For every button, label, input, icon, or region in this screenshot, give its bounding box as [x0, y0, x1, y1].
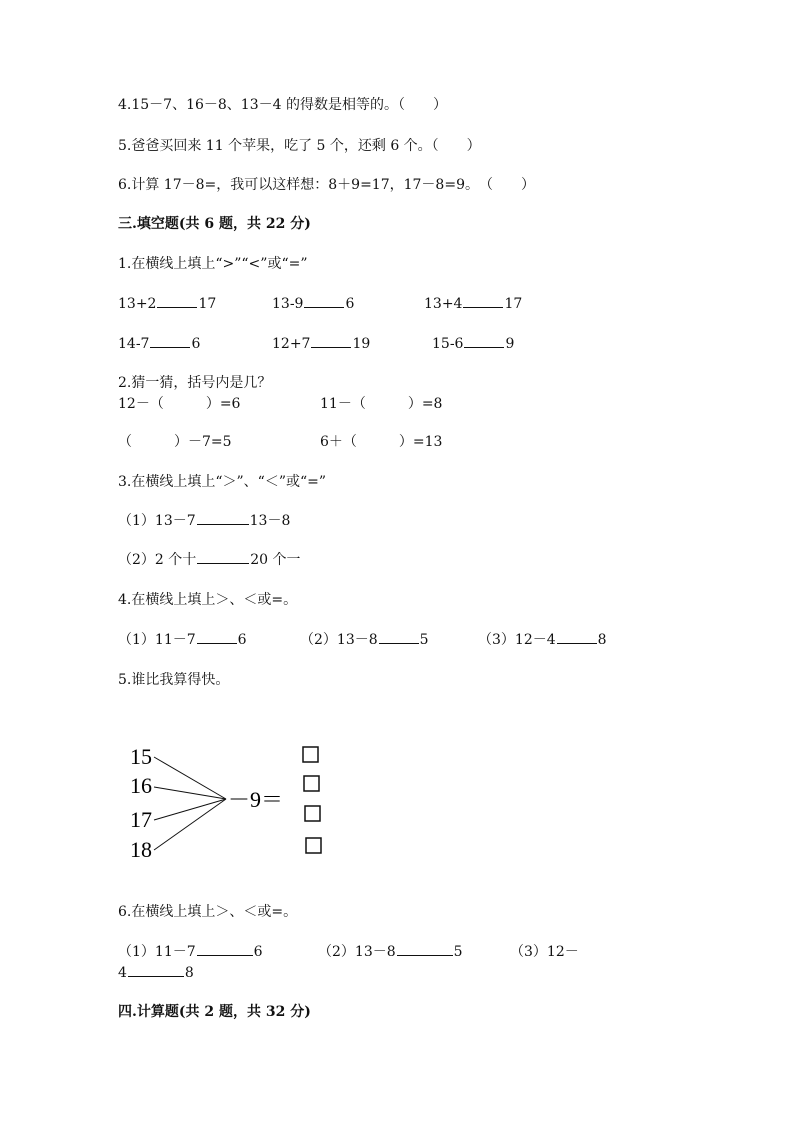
answer-blank[interactable]	[197, 631, 237, 644]
answer-blank[interactable]	[557, 631, 597, 644]
fill-q6-title: 6.在横线上填上＞、＜或=。	[118, 904, 298, 920]
answer-blank[interactable]	[197, 943, 253, 956]
answer-blank[interactable]	[304, 295, 344, 308]
diagram-number: 18	[130, 837, 152, 862]
answer-blank[interactable]	[197, 512, 249, 525]
fill-q6-item: （3）12－	[510, 944, 579, 960]
answer-blank[interactable]	[197, 551, 249, 564]
fill-q4-item: （1）11－7 6	[118, 632, 247, 648]
fill-q4-item: （2）13－8 5	[300, 632, 429, 648]
fill-q4-item: （3）12－4 8	[478, 632, 607, 648]
fill-q1-item: 13-9 6	[272, 296, 355, 312]
answer-blank[interactable]	[157, 295, 197, 308]
section-heading-fill: 三.填空题(共 6 题，共 22 分)	[118, 216, 311, 232]
section-heading-calc: 四.计算题(共 2 题，共 32 分)	[118, 1004, 311, 1020]
tf-question-6: 6.计算 17－8=，我可以这样想：8＋9=17，17－8=9。 （ ）	[118, 177, 535, 193]
connector-line	[154, 799, 226, 850]
fill-q6-item: （1）11－7 6	[118, 944, 263, 960]
fill-q2-item: 6＋（ ）=13	[320, 434, 443, 450]
fill-q4-title: 4.在横线上填上＞、＜或=。	[118, 592, 298, 608]
fill-q2-item: （ ）－7=5	[118, 434, 232, 450]
fill-q1-item: 12+7 19	[272, 336, 371, 352]
answer-box[interactable]	[305, 806, 320, 821]
tf-question-4: 4.15－7、16－8、13－4 的得数是相等的。（ ）	[118, 97, 447, 113]
diagram-number: 15	[130, 744, 152, 769]
answer-blank[interactable]	[311, 335, 351, 348]
answer-box[interactable]	[303, 747, 318, 762]
fill-q1-item: 13+2 17	[118, 296, 217, 312]
fill-q6-item: （2）13－8 5	[318, 944, 463, 960]
diagram-number: 16	[130, 773, 152, 798]
subtraction-diagram	[120, 738, 340, 868]
answer-blank[interactable]	[464, 335, 504, 348]
fill-q3-item: （1）13－7 13－8	[118, 513, 291, 529]
tf-question-5: 5.爸爸买回来 11 个苹果，吃了 5 个，还剩 6 个。（ ）	[118, 138, 481, 154]
fill-q3-item: （2）2 个十 20 个一	[118, 552, 301, 568]
fill-q2-item: 11－（ ）=8	[320, 396, 443, 412]
answer-blank[interactable]	[463, 295, 503, 308]
fill-q2-item: 12－（ ）=6	[118, 396, 241, 412]
fill-q1-title: 1.在横线上填上“>”“<”或“=”	[118, 256, 308, 272]
answer-box[interactable]	[304, 776, 319, 791]
diagram-number: 17	[130, 807, 152, 832]
fill-q1-item: 13+4 17	[424, 296, 523, 312]
answer-blank[interactable]	[128, 964, 184, 977]
fill-q1-item: 14-7 6	[118, 336, 201, 352]
answer-blank[interactable]	[397, 943, 453, 956]
answer-box[interactable]	[306, 838, 321, 853]
connector-line	[154, 799, 226, 820]
answer-blank[interactable]	[379, 631, 419, 644]
fill-q1-item: 15-6 9	[432, 336, 515, 352]
fill-q3-title: 3.在横线上填上“＞”、“＜”或“=”	[118, 474, 327, 490]
fill-q6-item-wrap: 4 8	[118, 965, 194, 981]
answer-blank[interactable]	[150, 335, 190, 348]
operation-text: －9＝	[228, 787, 284, 812]
fill-q5-title: 5.谁比我算得快。	[118, 672, 230, 688]
fill-q2-title: 2.猜一猜，括号内是几？	[118, 375, 272, 391]
